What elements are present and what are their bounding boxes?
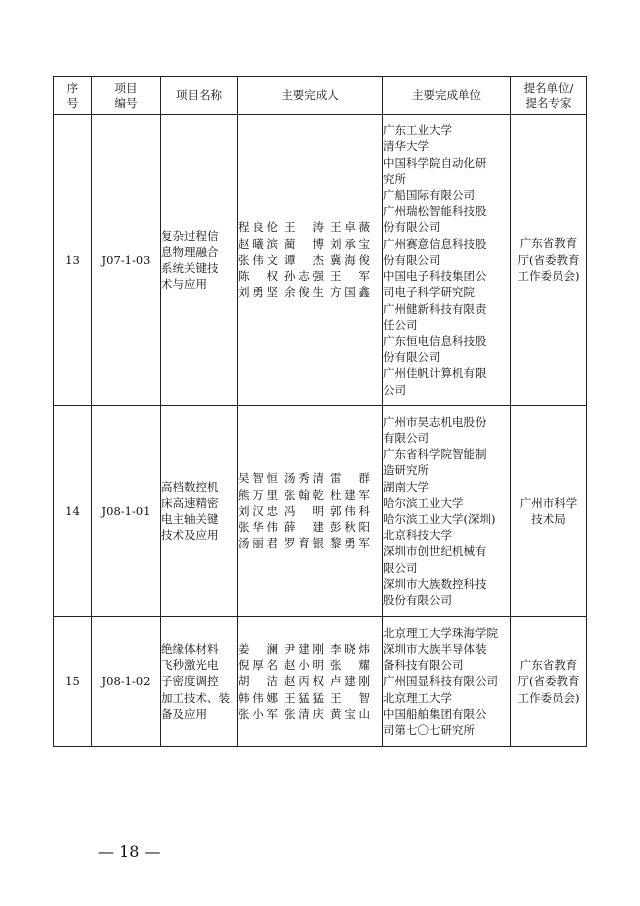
project-name-line: 加工技术、装 (161, 690, 230, 705)
row-number: 13 (54, 115, 92, 406)
person-name: 汤秀清 (284, 471, 324, 486)
unit-line: 广州市昊志机电股份 (383, 414, 487, 429)
nominator-line: 厅(省委教育 (517, 252, 580, 267)
person-name: 黄宝山 (330, 706, 370, 721)
table-row (54, 115, 587, 406)
people-line (238, 236, 370, 252)
nominator (511, 406, 587, 617)
unit-line: 深圳市大族半导体装 (383, 641, 487, 656)
nominator-line: 厅(省委教育 (517, 674, 580, 689)
project-name-line: 技术及应用 (161, 528, 219, 543)
person-name: 王猛猛 (284, 690, 324, 705)
project-name (161, 406, 238, 617)
award-table (53, 76, 587, 747)
project-name (161, 617, 238, 747)
person-name: 尹建刚 (284, 641, 324, 656)
project-code: J08-1-01 (92, 406, 161, 617)
unit-line: 广东省科学院智能制 (383, 447, 487, 462)
main-units (383, 406, 511, 617)
project-name-line: 子密度调控 (161, 674, 219, 689)
unit-line: 究所 (383, 171, 406, 186)
people-line (238, 657, 370, 673)
person-name: 王 涛 (284, 220, 324, 235)
row-number: 15 (54, 617, 92, 747)
unit-line: 份有限公司 (383, 220, 441, 235)
people-line (238, 673, 370, 689)
project-name-line: 电主轴关键 (161, 512, 219, 526)
nominator (511, 115, 587, 406)
unit-line: 广州佳帆计算机有限 (383, 366, 487, 381)
main-units (383, 115, 511, 406)
main-people (238, 406, 383, 617)
unit-line: 司电子科学研究院 (383, 285, 475, 300)
project-name-line: 术与应用 (161, 277, 207, 292)
unit-line: 北京理工大学 (383, 690, 452, 705)
unit-line: 司第七〇七研究所 (383, 723, 475, 737)
people-line (238, 268, 370, 284)
project-name (161, 115, 238, 406)
unit-line: 份有限公司 (383, 350, 441, 365)
header-nominator: 提名单位/ 提名专家 (511, 77, 587, 115)
table-row (54, 406, 587, 617)
unit-line: 广州瑞松智能科技股 (383, 204, 487, 219)
person-name: 赵曦滨 (238, 236, 278, 251)
person-name: 张华伟 (238, 520, 278, 535)
header-project-name: 项目名称 (161, 77, 238, 115)
unit-line: 限公司 (383, 560, 418, 575)
unit-line: 广州国显科技有限公司 (383, 674, 498, 689)
unit-line: 北京理工大学珠海学院 (383, 625, 498, 640)
people-line (238, 284, 370, 300)
unit-line: 广州健新科技有限责 (383, 301, 487, 316)
nominator-line: 工作委员会) (517, 690, 580, 705)
project-name-line: 飞秒激光电 (161, 658, 219, 673)
person-name: 胡 洁 (238, 674, 278, 689)
person-name: 王卓薇 (330, 220, 370, 235)
person-name: 程良伦 (238, 220, 278, 235)
unit-line: 深圳市大族数控科技 (383, 576, 487, 591)
unit-line: 湖南大学 (383, 479, 429, 494)
nominator-line: 广东省教育 (519, 657, 578, 672)
person-name: 卢建刚 (330, 674, 370, 689)
header-main-units: 主要完成单位 (383, 77, 511, 115)
nominator (511, 617, 587, 747)
person-name: 熊万里 (238, 487, 278, 502)
nominator-line: 技术局 (531, 512, 566, 526)
project-name-line: 复杂过程信 (161, 228, 219, 243)
person-name: 张小军 (238, 706, 278, 721)
people-line (238, 470, 370, 486)
person-name: 李晓炜 (330, 641, 370, 656)
project-name-line: 绝缘体材料 (161, 641, 219, 656)
person-name: 韩伟娜 (238, 690, 278, 705)
unit-line: 哈尔滨工业大学(深圳) (383, 512, 496, 526)
person-name: 谭 杰 (284, 252, 324, 267)
table-row (54, 617, 587, 747)
unit-line: 股份有限公司 (383, 593, 452, 608)
unit-line: 广东工业大学 (383, 123, 452, 138)
unit-line: 北京科技大学 (383, 528, 452, 543)
people-line (238, 252, 370, 268)
nominator-line: 广东省教育 (519, 236, 578, 251)
project-name-line: 床高速精密 (161, 495, 219, 510)
person-name: 吴智恒 (238, 471, 278, 486)
person-name: 倪厚名 (238, 658, 278, 673)
project-code: J07-1-03 (92, 115, 161, 406)
project-code: J08-1-02 (92, 617, 161, 747)
unit-line: 广东恒电信息科技股 (383, 333, 487, 348)
person-name: 张伟文 (238, 252, 278, 267)
person-name: 刘汉忠 (238, 503, 278, 518)
person-name: 张 耀 (330, 658, 370, 673)
person-name: 赵小明 (284, 658, 324, 673)
people-line (238, 503, 370, 519)
nominator-line: 工作委员会) (517, 269, 580, 284)
header-main-people: 主要完成人 (238, 77, 383, 115)
unit-line: 清华大学 (383, 139, 429, 154)
people-line (238, 641, 370, 657)
person-name: 刘承宝 (330, 236, 370, 251)
unit-line: 中国电子科技集团公 (383, 269, 487, 284)
people-line (238, 535, 370, 551)
person-name: 罗育银 (284, 536, 324, 551)
unit-line: 备科技有限公司 (383, 658, 464, 673)
person-name: 方国鑫 (330, 285, 370, 300)
unit-line: 广船国际有限公司 (383, 188, 475, 203)
unit-line: 有限公司 (383, 430, 429, 445)
person-name: 姜 澜 (238, 641, 278, 656)
people-line (238, 219, 370, 235)
main-people (238, 617, 383, 747)
people-line (238, 519, 370, 535)
project-name-line: 备及应用 (161, 706, 207, 721)
person-name: 杜建军 (330, 487, 370, 502)
person-name: 王 智 (330, 690, 370, 705)
person-name: 余俊生 (284, 285, 324, 300)
page-number: — 18 — (98, 842, 161, 861)
project-name-line: 高档数控机 (161, 479, 219, 494)
table-header-row (54, 77, 587, 115)
people-line (238, 487, 370, 503)
people-line (238, 706, 370, 722)
main-people (238, 115, 383, 406)
row-number: 14 (54, 406, 92, 617)
person-name: 汤丽君 (238, 536, 278, 551)
person-name: 王 军 (330, 269, 370, 284)
person-name: 张翰乾 (284, 487, 324, 502)
main-units (383, 617, 511, 747)
unit-line: 份有限公司 (383, 252, 441, 267)
person-name: 张清庆 (284, 706, 324, 721)
person-name: 孙志强 (284, 269, 324, 284)
person-name: 彭秋阳 (330, 520, 370, 535)
unit-line: 广州赛意信息科技股 (383, 236, 487, 251)
unit-line: 哈尔滨工业大学 (383, 495, 464, 510)
project-name-line: 系统关键技 (161, 261, 219, 275)
project-name-line: 息物理融合 (161, 244, 219, 259)
unit-line: 深圳市创世纪机械有 (383, 544, 487, 559)
unit-line: 造研究所 (383, 463, 429, 478)
person-name: 冯 明 (284, 503, 324, 518)
person-name: 蔺 博 (284, 236, 324, 251)
people-line (238, 690, 370, 706)
header-code: 项目 编号 (92, 77, 161, 115)
header-no: 序 号 (54, 77, 92, 115)
nominator-line: 广州市科学 (519, 495, 578, 510)
unit-line: 中国船舶集团有限公 (383, 706, 487, 721)
unit-line: 中国科学院自动化研 (383, 155, 487, 170)
person-name: 郭伟科 (330, 503, 370, 518)
person-name: 赵丙权 (284, 674, 324, 689)
person-name: 雷 群 (330, 471, 370, 486)
person-name: 陈 权 (238, 269, 278, 284)
person-name: 黎勇军 (330, 536, 370, 551)
person-name: 刘勇坚 (238, 285, 278, 300)
person-name: 冀海俊 (330, 252, 370, 267)
unit-line: 公司 (383, 382, 406, 397)
person-name: 薛 建 (284, 520, 324, 535)
unit-line: 任公司 (383, 317, 418, 332)
